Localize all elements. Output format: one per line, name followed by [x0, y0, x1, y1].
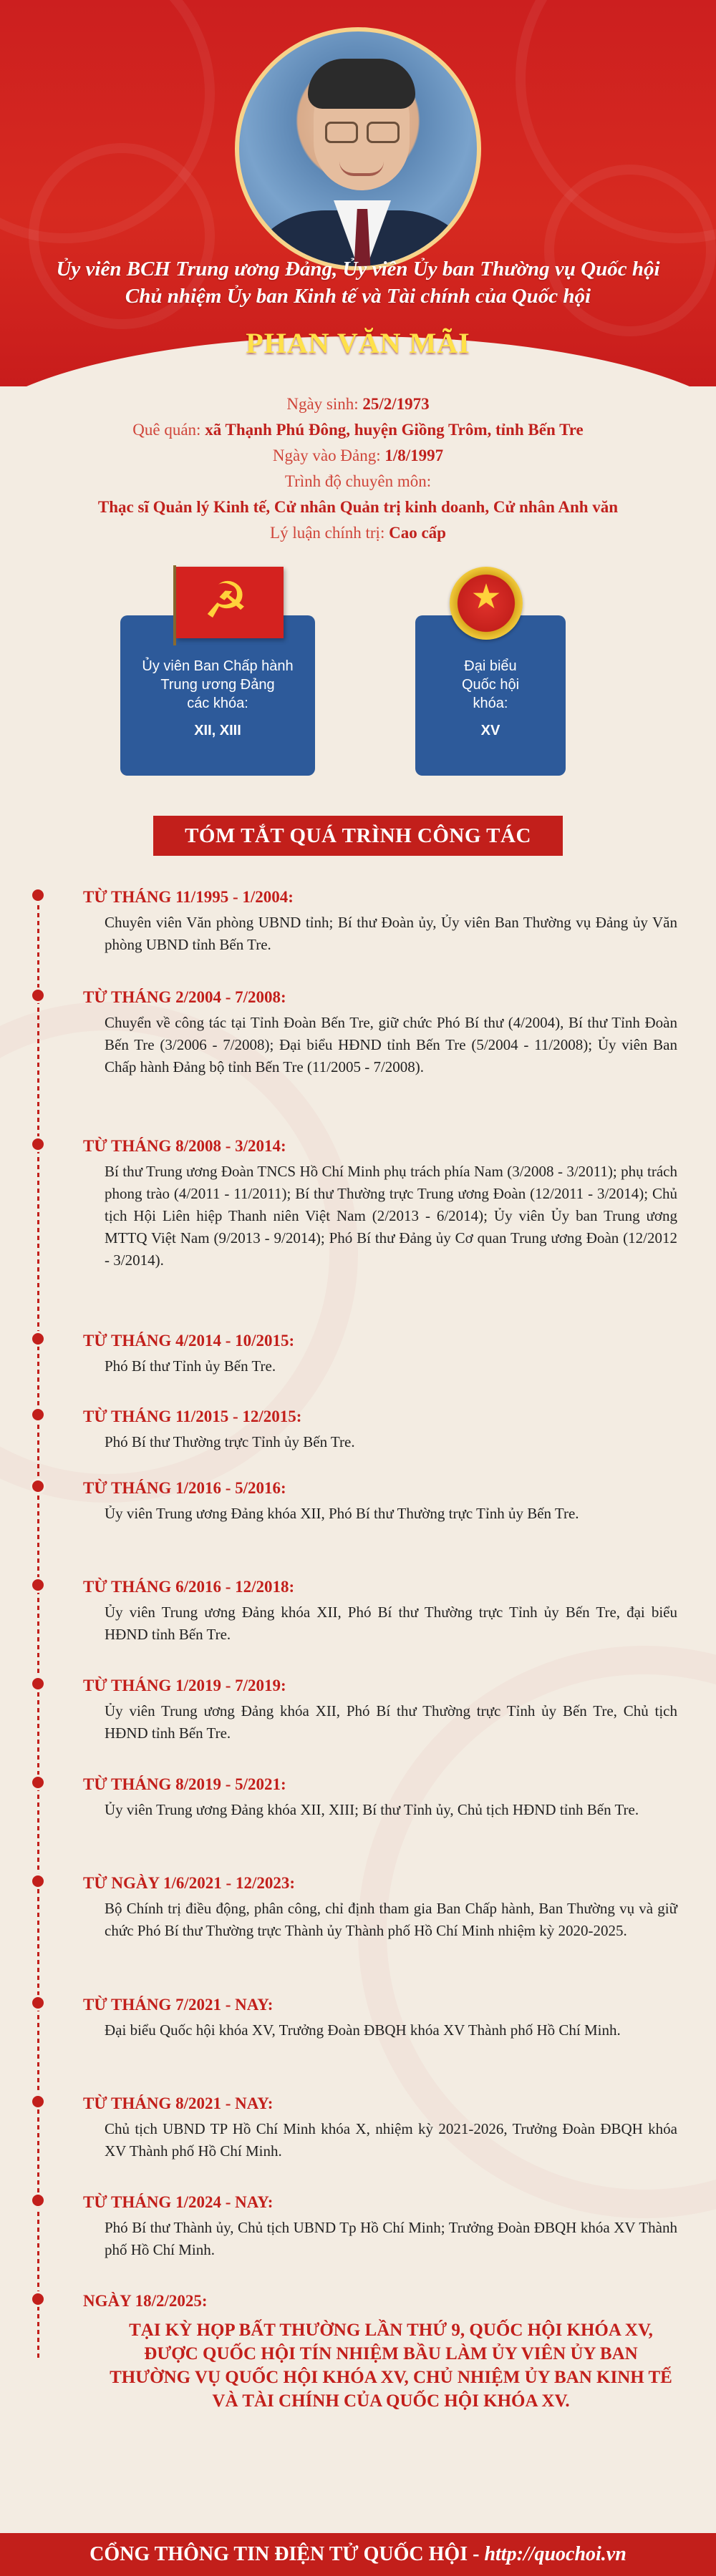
- header-subtitle-line1: Ủy viên BCH Trung ương Đảng, Ủy viên Ủy ban Thường vụ Quốc hội: [56, 258, 660, 280]
- timeline-text: Chủ tịch UBND TP Hồ Chí Minh khóa X, nhiệm kỳ 2021-2026, Trưởng Đoàn ĐBQH khóa XV Thành phố Hồ Chí Minh.: [105, 2120, 677, 2160]
- timeline-dot: [30, 1407, 46, 1423]
- party-flag-icon: ☭: [176, 567, 284, 638]
- info-expertise-value: Thạc sĩ Quản lý Kinh tế, Cử nhân Quản trị kinh doanh, Cử nhân Anh văn: [97, 498, 619, 516]
- assembly-card-line3: khóa:: [473, 696, 508, 711]
- footer: [0, 2533, 716, 2576]
- footer-text: CỔNG THÔNG TIN ĐIỆN TỬ QUỐC HỘI -: [90, 2543, 485, 2565]
- timeline-dot: [30, 987, 46, 1003]
- header-motif: [544, 165, 716, 336]
- party-card-line1: Ủy viên Ban Chấp hành: [142, 658, 294, 674]
- timeline-text: Ủy viên Trung ương Đảng khóa XII, Phó Bí thư Thường trực Tỉnh ủy Bến Tre, đại biểu HĐND tỉnh Bến Tre.: [105, 1604, 677, 1643]
- footer-url-link[interactable]: http://quochoi.vn: [484, 2543, 626, 2565]
- timeline-heading: TỪ THÁNG 8/2008 - 3/2014:: [83, 1137, 286, 1155]
- assembly-card-line2: Quốc hội: [461, 677, 520, 693]
- party-card-line3: các khóa:: [187, 696, 248, 711]
- party-card-value: XII, XIII: [194, 723, 241, 738]
- timeline-text: Phó Bí thư Tỉnh ủy Bến Tre.: [105, 1357, 276, 1375]
- timeline-text: Đại biểu Quốc hội khóa XV, Trưởng Đoàn ĐBQH khóa XV Thành phố Hồ Chí Minh.: [105, 2021, 621, 2039]
- section-title: TÓM TẮT QUÁ TRÌNH CÔNG TÁC: [153, 816, 563, 856]
- info-party-label: Ngày vào Đảng:: [272, 447, 381, 464]
- info-expertise-label-line: [0, 472, 716, 491]
- info-politics: [0, 524, 716, 542]
- timeline-heading: TỪ NGÀY 1/6/2021 - 12/2023:: [83, 1874, 296, 1892]
- timeline-dot: [30, 1676, 46, 1692]
- timeline-text: Bí thư Trung ương Đoàn TNCS Hồ Chí Minh phụ trách phía Nam (3/2008 - 3/2011); phụ trách phong trào (4/2011 - 11/2011); Bí thư Thường trực Trung ương Đoàn (12/2011 - 3/2014); Chủ tịch Hội Liên hiệp Thanh niên Việt Nam (2/2013 - 6/2014); Ủy viên Ủy ban Trung ương MTTQ Việt Nam (9/2013 - 9/2014); Phó Bí thư Đảng ủy Cơ quan Trung ương Đoàn (12/2012 - 3/2014).: [105, 1163, 677, 1269]
- timeline-heading: TỪ THÁNG 8/2021 - NAY:: [83, 2094, 274, 2112]
- info-hometown-value: xã Thạnh Phú Đông, huyện Giồng Trôm, tỉnh Bến Tre: [205, 421, 584, 439]
- header-subtitle-line2: Chủ nhiệm Ủy ban Kinh tế và Tài chính của Quốc hội: [125, 285, 591, 308]
- timeline-text: Chuyên viên Văn phòng UBND tỉnh; Bí thư Đoàn ủy, Ủy viên Ban Thường vụ Đảng ủy Văn phòng UBND tỉnh Bến Tre.: [105, 914, 677, 953]
- timeline-dot: [30, 2291, 46, 2307]
- info-politics-value: Cao cấp: [389, 524, 446, 542]
- timeline-text: Phó Bí thư Thường trực Tỉnh ủy Bến Tre.: [105, 1433, 355, 1450]
- timeline-dot: [30, 1577, 46, 1593]
- timeline-heading: TỪ THÁNG 11/1995 - 1/2004:: [83, 888, 294, 906]
- timeline-dot: [30, 887, 46, 903]
- timeline-text: Ủy viên Trung ương Đảng khóa XII, Phó Bí thư Thường trực Tỉnh ủy Bến Tre.: [105, 1505, 579, 1522]
- timeline-dot: [30, 1995, 46, 2011]
- timeline-dot: [30, 1775, 46, 1790]
- timeline-heading: TỪ THÁNG 1/2019 - 7/2019:: [83, 1677, 286, 1694]
- timeline-text: Phó Bí thư Thành ủy, Chủ tịch UBND Tp Hồ Chí Minh; Trưởng Đoàn ĐBQH khóa XV Thành phố Hồ Chí Minh.: [105, 2219, 677, 2258]
- info-birth: [0, 395, 716, 414]
- portrait-photo: [235, 27, 481, 270]
- timeline-dot: [30, 1478, 46, 1494]
- timeline-text: Bộ Chính trị điều động, phân công, chỉ định tham gia Ban Chấp hành, Ban Thường vụ và giữ chức Phó Bí thư Thường trực Thành ủy Thành phố Hồ Chí Minh nhiệm kỳ 2020-2025.: [105, 1900, 677, 1939]
- national-emblem-icon: ★: [450, 567, 523, 640]
- timeline-dot: [30, 2094, 46, 2109]
- timeline-dot: [30, 1136, 46, 1152]
- person-name: PHAN VĂN MÃI: [246, 327, 470, 359]
- timeline-dot: [30, 1331, 46, 1347]
- info-hometown: [0, 421, 716, 439]
- info-birth-label: Ngày sinh:: [286, 395, 359, 413]
- timeline-heading: TỪ THÁNG 7/2021 - NAY:: [83, 1996, 274, 2014]
- timeline-text: Ủy viên Trung ương Đảng khóa XII, Phó Bí thư Thường trực Tỉnh ủy Bến Tre, Chủ tịch HĐND tỉnh Bến Tre.: [105, 1702, 677, 1742]
- assembly-card-value: XV: [480, 723, 500, 738]
- timeline-heading: TỪ THÁNG 6/2016 - 12/2018:: [83, 1578, 295, 1596]
- timeline-text: Ủy viên Trung ương Đảng khóa XII, XIII; Bí thư Tỉnh ủy, Chủ tịch HĐND tỉnh Bến Tre.: [105, 1801, 639, 1818]
- timeline-heading: TỪ THÁNG 11/2015 - 12/2015:: [83, 1407, 302, 1425]
- timeline-dot: [30, 1873, 46, 1889]
- timeline-heading: TỪ THÁNG 2/2004 - 7/2008:: [83, 988, 286, 1006]
- timeline-heading: TỪ THÁNG 4/2014 - 10/2015:: [83, 1332, 295, 1350]
- info-expertise-value-line: [0, 498, 716, 517]
- timeline-dot: [30, 2192, 46, 2208]
- assembly-card-line1: Đại biểu: [464, 658, 517, 674]
- timeline-heading: TỪ THÁNG 1/2016 - 5/2016:: [83, 1479, 286, 1497]
- timeline-final-text: TẠI KỲ HỌP BẤT THƯỜNG LẦN THỨ 9, QUỐC HỘI KHÓA XV, ĐƯỢC QUỐC HỘI TÍN NHIỆM BẦU LÀM ỦY VIÊN ỦY BAN THƯỜNG VỤ QUỐC HỘI KHÓA XV, CHỦ NHIỆM ỦY BAN KINH TẾ VÀ TÀI CHÍNH CỦA QUỐC HỘI KHÓA XV.: [110, 2321, 672, 2411]
- party-card-line2: Trung ương Đảng: [160, 677, 275, 693]
- timeline-heading: NGÀY 18/2/2025:: [83, 2292, 208, 2310]
- info-birth-value: 25/2/1973: [362, 395, 430, 413]
- timeline-heading: TỪ THÁNG 1/2024 - NAY:: [83, 2193, 274, 2211]
- party-committee-card: [120, 615, 315, 776]
- info-expertise-label: Trình độ chuyên môn:: [284, 472, 432, 490]
- timeline-rail: [37, 897, 39, 2361]
- timeline-heading: TỪ THÁNG 8/2019 - 5/2021:: [83, 1775, 286, 1793]
- info-politics-label: Lý luận chính trị:: [270, 524, 385, 542]
- info-party-date: [0, 447, 716, 465]
- info-party-value: 1/8/1997: [384, 447, 444, 464]
- timeline-text: Chuyển về công tác tại Tỉnh Đoàn Bến Tre, giữ chức Phó Bí thư (4/2004), Bí thư Tỉnh Đoàn Bến Tre (3/2006 - 7/2008); Đại biểu HĐND tỉnh Bến Tre (5/2004 - 11/2008); Ủy viên Ban Chấp hành Đảng bộ tỉnh Bến Tre (11/2005 - 7/2008).: [105, 1014, 677, 1075]
- info-hometown-label: Quê quán:: [132, 421, 201, 439]
